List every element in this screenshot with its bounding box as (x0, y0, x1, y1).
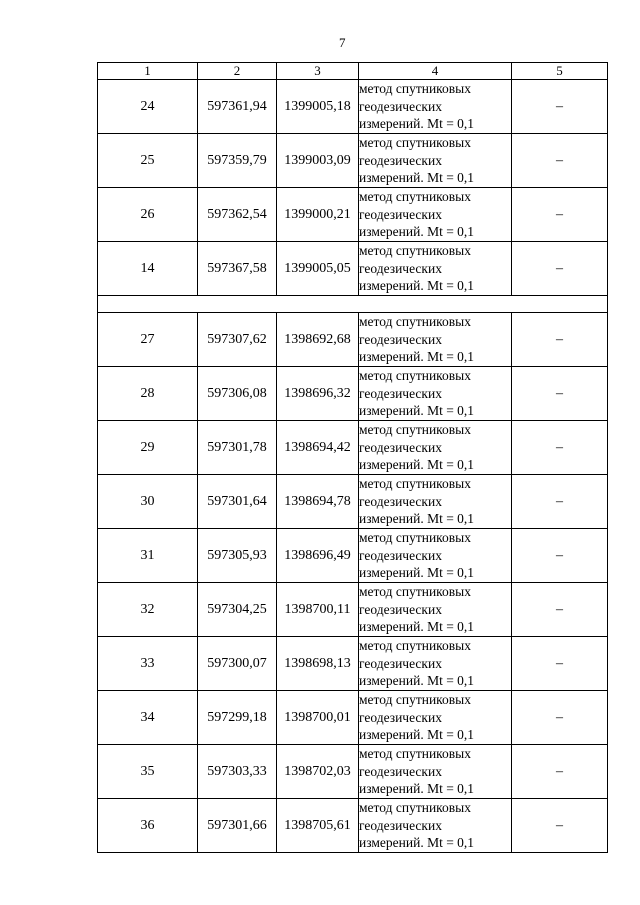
separator-cell (98, 296, 608, 313)
col5-cell: – (512, 188, 608, 242)
coordinates-table (97, 62, 608, 853)
table-row (98, 242, 608, 296)
table-row (98, 367, 608, 421)
coord-col2-cell: 597299,18 (198, 691, 277, 745)
col5-cell: – (512, 691, 608, 745)
col5-cell: – (512, 637, 608, 691)
col5-cell: – (512, 80, 608, 134)
method-cell: метод спутниковых геодезических измерений. Mt = 0,1 (359, 134, 512, 188)
point-number-cell: 25 (98, 134, 198, 188)
coord-col3-cell: 1398700,01 (277, 691, 359, 745)
coord-col3-cell: 1398700,11 (277, 583, 359, 637)
col5-cell: – (512, 799, 608, 853)
method-cell: метод спутниковых геодезических измерений. Mt = 0,1 (359, 583, 512, 637)
col5-cell: – (512, 421, 608, 475)
col5-cell: – (512, 134, 608, 188)
point-number-cell: 14 (98, 242, 198, 296)
point-number-cell: 24 (98, 80, 198, 134)
table-row (98, 421, 608, 475)
method-cell: метод спутниковых геодезических измерений. Mt = 0,1 (359, 529, 512, 583)
coord-col2-cell: 597307,62 (198, 313, 277, 367)
coord-col3-cell: 1399005,05 (277, 242, 359, 296)
coord-col2-cell: 597301,64 (198, 475, 277, 529)
method-cell: метод спутниковых геодезических измерений. Mt = 0,1 (359, 799, 512, 853)
method-cell: метод спутниковых геодезических измерений. Mt = 0,1 (359, 421, 512, 475)
coord-col2-cell: 597301,66 (198, 799, 277, 853)
coord-col2-cell: 597306,08 (198, 367, 277, 421)
coord-col3-cell: 1398696,49 (277, 529, 359, 583)
header-col-5: 5 (512, 63, 608, 80)
coord-col2-cell: 597359,79 (198, 134, 277, 188)
table-row (98, 691, 608, 745)
table-header (98, 63, 608, 80)
coord-col3-cell: 1398702,03 (277, 745, 359, 799)
table-row (98, 313, 608, 367)
method-cell: метод спутниковых геодезических измерений. Mt = 0,1 (359, 637, 512, 691)
coord-col2-cell: 597367,58 (198, 242, 277, 296)
table-row (98, 637, 608, 691)
method-cell: метод спутниковых геодезических измерений. Mt = 0,1 (359, 188, 512, 242)
point-number-cell: 35 (98, 745, 198, 799)
table-row (98, 475, 608, 529)
method-cell: метод спутниковых геодезических измерений. Mt = 0,1 (359, 242, 512, 296)
table-row (98, 799, 608, 853)
coord-col2-cell: 597301,78 (198, 421, 277, 475)
table-row (98, 745, 608, 799)
col5-cell: – (512, 242, 608, 296)
header-col-4: 4 (359, 63, 512, 80)
header-col-3: 3 (277, 63, 359, 80)
table-row (98, 583, 608, 637)
coord-col3-cell: 1399005,18 (277, 80, 359, 134)
coord-col2-cell: 597304,25 (198, 583, 277, 637)
col5-cell: – (512, 583, 608, 637)
coord-col2-cell: 597305,93 (198, 529, 277, 583)
coord-col3-cell: 1398696,32 (277, 367, 359, 421)
point-number-cell: 36 (98, 799, 198, 853)
col5-cell: – (512, 313, 608, 367)
col5-cell: – (512, 529, 608, 583)
point-number-cell: 33 (98, 637, 198, 691)
point-number-cell: 30 (98, 475, 198, 529)
point-number-cell: 27 (98, 313, 198, 367)
col5-cell: – (512, 475, 608, 529)
method-cell: метод спутниковых геодезических измерений. Mt = 0,1 (359, 367, 512, 421)
table-row (98, 188, 608, 242)
method-cell: метод спутниковых геодезических измерений. Mt = 0,1 (359, 475, 512, 529)
col5-cell: – (512, 745, 608, 799)
coord-col2-cell: 597300,07 (198, 637, 277, 691)
coord-col3-cell: 1398698,13 (277, 637, 359, 691)
point-number-cell: 29 (98, 421, 198, 475)
point-number-cell: 32 (98, 583, 198, 637)
point-number-cell: 31 (98, 529, 198, 583)
header-col-2: 2 (198, 63, 277, 80)
point-number-cell: 26 (98, 188, 198, 242)
table-row (98, 134, 608, 188)
page-number: 7 (339, 35, 346, 50)
coord-col3-cell: 1398692,68 (277, 313, 359, 367)
table-row (98, 80, 608, 134)
separator-row (98, 296, 608, 313)
point-number-cell: 28 (98, 367, 198, 421)
method-cell: метод спутниковых геодезических измерений. Mt = 0,1 (359, 691, 512, 745)
header-row (98, 63, 608, 80)
table-body (98, 80, 608, 853)
method-cell: метод спутниковых геодезических измерений. Mt = 0,1 (359, 745, 512, 799)
header-col-1: 1 (98, 63, 198, 80)
point-number-cell: 34 (98, 691, 198, 745)
table-row (98, 529, 608, 583)
coord-col3-cell: 1399000,21 (277, 188, 359, 242)
method-cell: метод спутниковых геодезических измерений. Mt = 0,1 (359, 313, 512, 367)
coord-col3-cell: 1398694,42 (277, 421, 359, 475)
coord-col3-cell: 1399003,09 (277, 134, 359, 188)
coord-col3-cell: 1398705,61 (277, 799, 359, 853)
method-cell: метод спутниковых геодезических измерений. Mt = 0,1 (359, 80, 512, 134)
coord-col2-cell: 597361,94 (198, 80, 277, 134)
coord-col2-cell: 597362,54 (198, 188, 277, 242)
col5-cell: – (512, 367, 608, 421)
coord-col2-cell: 597303,33 (198, 745, 277, 799)
coord-col3-cell: 1398694,78 (277, 475, 359, 529)
